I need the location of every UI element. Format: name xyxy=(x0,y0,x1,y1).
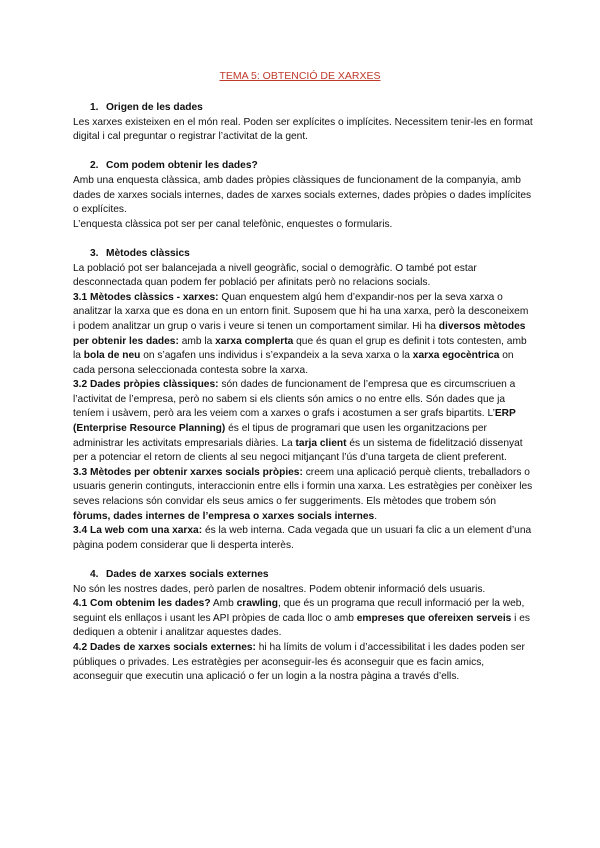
text-run: on cada persona seleccionada contesta sobre la xarxa. xyxy=(73,350,514,376)
section-title: Mètodes clàssics xyxy=(106,247,190,259)
text-run: creem una aplicació perquè clients, treballadors o usuaris generin continguts, interaccionin entre ells i formin una xarxa. Les estratègies per conèixer les seves relacions són convidar els seus amics o fer suggeriments. Els mètodes que trobem són xyxy=(73,466,533,508)
section-heading-3 xyxy=(90,247,533,262)
bold-term: xarxa complerta xyxy=(215,335,294,347)
bold-term: tarja client xyxy=(295,437,347,449)
text-run: és la web interna. Cada vegada que un usuari fa clic a un element d’una pàgina podem considerar que li desperta interès. xyxy=(73,525,532,551)
text-run: i es dediquen a obtenir i analitzar aquestes dades. xyxy=(73,612,531,639)
subsection-3-2 xyxy=(73,378,533,466)
subsection-label: 4.1 Com obtenim les dades? xyxy=(73,598,211,610)
subsection-label: 3.1 Mètodes clàssics - xarxes: xyxy=(73,291,219,303)
text-run: que és quan el grup es definit i tots contesten, amb la xyxy=(73,335,527,362)
section-number: 2. xyxy=(90,160,99,172)
bold-term: empreses que ofereixen serveis xyxy=(356,612,512,624)
section-title: Origen de les dades xyxy=(106,102,203,113)
text-run: hi ha límits de volum i d’accessibilitat i les dades poden ser públiques o privades. Les estratègies per aconseguir-les és aconseguir que es facin amics, aconseguir que executin una aplicació o fer un login a la nostra pàgina a través d’ells. xyxy=(73,641,525,683)
text-run: és un sistema de fidelització dissenyat per a potenciar el retorn de clients al seu negoci mitjançant l’ús d’una targeta de client preferent. xyxy=(73,437,523,464)
bold-term: crawling xyxy=(236,598,278,610)
text-run: amb la xyxy=(178,335,216,347)
paragraph: Amb una enquesta clàssica, amb dades pròpies clàssiques de funcionament de la companyia, amb dades de xarxes socials internes, dades de xarxes socials externes, dades pròpies o dades implícites o explícites. xyxy=(73,174,532,216)
bold-term: diversos mètodes per obtenir les dades: xyxy=(73,320,526,347)
subsection-4-2 xyxy=(73,641,533,685)
text-run: són dades de funcionament de l’empresa que es circumscriuen a l’activitat de l’empresa, però no sabem si els clients són amics o no entre ells. Són dades que ja teníem i usàvem, però ara les veiem com a xarxes o grafs i acostumen a ser grafs bipartits. L’ xyxy=(73,379,516,420)
subsection-3-1 xyxy=(73,291,533,379)
text-run: . xyxy=(374,510,378,522)
paragraph: La població pot ser balancejada a nivell geogràfic, social o demogràfic. O també pot estar desconnectada quan podem fer població per afinitats però no relacions socials. xyxy=(73,262,477,289)
section-number: 4. xyxy=(90,569,99,580)
subsection-3-4 xyxy=(73,524,533,553)
paragraph: L’enquesta clàssica pot ser per canal telefònic, enquestes o formularis. xyxy=(73,218,393,230)
section-heading-2 xyxy=(90,159,533,174)
page-title: TEMA 5: OBTENCIÓ DE XARXES xyxy=(219,70,381,82)
text-run: , que és un programa que recull informació per la web, seguint els enllaços i usant les API pròpies de cada lloc o amb xyxy=(73,598,525,624)
text-run: és el tipus de programari que usen les organitzacions per administrar les activitats empresarials diàries. La xyxy=(73,423,487,449)
paragraph: No són les nostres dades, però parlen de nosaltres. Podem obtenir informació dels usuaris. xyxy=(73,583,486,595)
text-run: Quan enquestem algú hem d’expandir-nos per la seva xarxa o analitzar la xarxa que es dona en un entorn finit. Suposem que hi ha una xarxa, però la desconeixem i podem analitzar un grup o varis i veure si tenen un comportament similar. Hi ha xyxy=(73,291,529,332)
text-run: on s’agafen uns individus i s’expandeix a la seva xarxa o la xyxy=(140,350,413,362)
bold-term: ERP (Enterprise Resource Planning) xyxy=(73,408,516,435)
bold-term: fòrums, dades internes de l’empresa o xarxes socials internes xyxy=(73,510,375,522)
document-body xyxy=(73,101,533,685)
text-run: Amb xyxy=(210,598,237,610)
section-title: Com podem obtenir les dades? xyxy=(106,160,258,172)
subsection-label: 3.3 Mètodes per obtenir xarxes socials pròpies: xyxy=(73,466,303,478)
subsection-3-3 xyxy=(73,466,533,524)
section-title: Dades de xarxes socials externes xyxy=(106,569,269,580)
subsection-label: 3.4 La web com una xarxa: xyxy=(73,525,203,537)
bold-term: bola de neu xyxy=(83,350,141,362)
section-number: 1. xyxy=(90,102,99,113)
paragraph: Les xarxes existeixen en el món real. Poden ser explícites o implícites. Necessitem tenir-les en format digital i cal preguntar o registrar l’activitat de la gent. xyxy=(73,116,533,143)
section-heading-4 xyxy=(90,568,533,583)
bold-term: xarxa egocèntrica xyxy=(412,350,500,362)
subsection-label: 4.2 Dades de xarxes socials externes: xyxy=(73,641,256,653)
subsection-label: 3.2 Dades pròpies clàssiques: xyxy=(73,379,219,391)
subsection-4-1 xyxy=(73,597,533,641)
section-heading-1 xyxy=(90,101,533,116)
section-number: 3. xyxy=(90,247,99,259)
